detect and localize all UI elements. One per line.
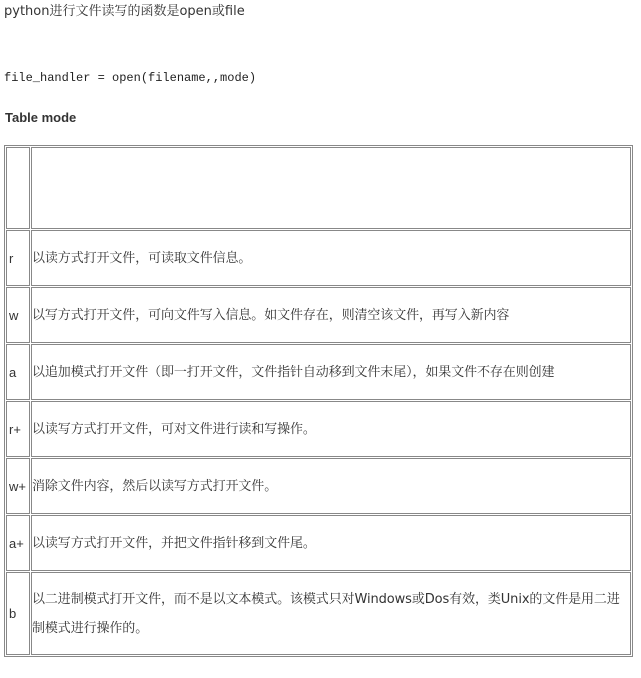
mode-cell: w+ (6, 458, 30, 514)
mode-cell: w (6, 287, 30, 343)
table-row (6, 287, 631, 343)
table-row (6, 515, 631, 571)
header-cell-mode (6, 147, 30, 229)
table-row (6, 344, 631, 400)
description-cell: 以二进制模式打开文件，而不是以文本模式。该模式只对Windows或Dos有效，类Unix的文件是用二进制模式进行操作的。 (31, 572, 631, 655)
section-title: Table mode (5, 110, 77, 125)
intro-text: python进行文件读写的函数是open或file (4, 4, 245, 19)
description-cell: 以读写方式打开文件，并把文件指针移到文件尾。 (31, 515, 631, 571)
code-snippet: file_handler = open(filename,,mode) (4, 71, 257, 85)
table-row (6, 230, 631, 286)
description-cell: 以读方式打开文件，可读取文件信息。 (31, 230, 631, 286)
description-cell: 以写方式打开文件，可向文件写入信息。如文件存在，则清空该文件，再写入新内容 (31, 287, 631, 343)
description-cell: 以读写方式打开文件，可对文件进行读和写操作。 (31, 401, 631, 457)
mode-cell: b (6, 572, 30, 655)
table-row (6, 458, 631, 514)
header-cell-description (31, 147, 631, 229)
mode-cell: a (6, 344, 30, 400)
mode-cell: r (6, 230, 30, 286)
description-cell: 消除文件内容，然后以读写方式打开文件。 (31, 458, 631, 514)
mode-cell: a+ (6, 515, 30, 571)
table-row (6, 572, 631, 655)
mode-cell: r+ (6, 401, 30, 457)
table-header-row (6, 147, 631, 229)
mode-table (4, 145, 633, 657)
table-row (6, 401, 631, 457)
description-cell: 以追加模式打开文件（即一打开文件，文件指针自动移到文件末尾），如果文件不存在则创建 (31, 344, 631, 400)
